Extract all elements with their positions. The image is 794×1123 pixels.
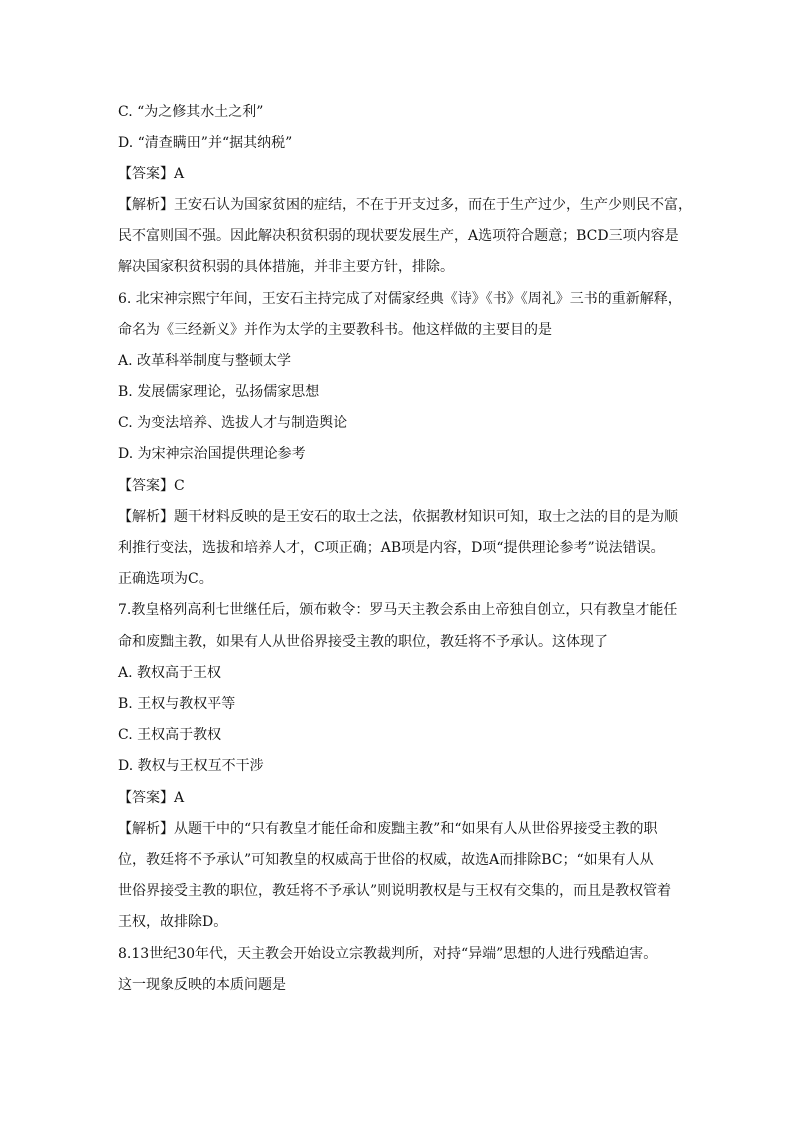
analysis-text: 民不富则国不强。因此解决积贫积弱的现状要发展生产，A选项符合题意；BCD三项内容是 bbox=[118, 228, 679, 244]
option-c: C. “为之修其水土之利” bbox=[118, 104, 264, 120]
analysis-text: 利推行变法，选拔和培养人才，C项正确；AB项是内容，D项“提供理论参考”说法错误。 bbox=[118, 540, 665, 556]
analysis-text: 王权，故排除D。 bbox=[118, 914, 228, 930]
answer-label: 【答案】C bbox=[118, 478, 185, 494]
analysis-text: 正确选项为C。 bbox=[118, 571, 213, 587]
option-d: D. 为宋神宗治国提供理论参考 bbox=[118, 446, 306, 462]
analysis-text: 解决国家积贫积弱的具体措施，并非主要方针，排除。 bbox=[118, 259, 454, 275]
question-text: 8.13世纪30年代，天主教会开始设立宗教裁判所，对持“异端”思想的人进行残酷迫害。 bbox=[118, 946, 658, 962]
question-text: 命和废黜主教，如果有人从世俗界接受主教的职位，教廷将不予承认。这体现了 bbox=[118, 634, 608, 650]
option-a: A. 改革科举制度与整顿太学 bbox=[118, 353, 292, 369]
answer-label: 【答案】A bbox=[118, 166, 185, 182]
option-c: C. 为变法培养、选拔人才与制造舆论 bbox=[118, 415, 348, 431]
analysis-text: 【解析】题干材料反映的是王安石的取士之法，依据教材知识可知，取士之法的目的是为顺 bbox=[118, 509, 678, 525]
option-d: D. “清查瞒田”并“据其纳税” bbox=[118, 135, 293, 151]
analysis-text: 世俗界接受主教的职位，教廷将不予承认”则说明教权是与王权有交集的，而且是教权管着 bbox=[118, 883, 672, 899]
analysis-text: 【解析】王安石认为国家贫困的症结，不在于开支过多，而在于生产过少，生产少则民不富， bbox=[118, 197, 692, 213]
answer-label: 【答案】A bbox=[118, 790, 185, 806]
option-b: B. 王权与教权平等 bbox=[118, 696, 236, 712]
question-text: 命名为《三经新义》并作为太学的主要教科书。他这样做的主要目的是 bbox=[118, 322, 552, 338]
option-b: B. 发展儒家理论，弘扬儒家思想 bbox=[118, 384, 320, 400]
option-d: D. 教权与王权互不干涉 bbox=[118, 758, 264, 774]
option-c: C. 王权高于教权 bbox=[118, 727, 222, 743]
question-text: 6. 北宋神宗熙宁年间，王安石主持完成了对儒家经典《诗》《书》《周礼》三书的重新解释， bbox=[118, 291, 682, 307]
question-text: 这一现象反映的本质问题是 bbox=[118, 977, 286, 993]
question-text: 7.教皇格列高利七世继任后，颁布敕令：罗马天主教会系由上帝独自创立，只有教皇才能任 bbox=[118, 602, 678, 618]
analysis-text: 【解析】从题干中的“只有教皇才能任命和废黜主教”和“如果有人从世俗界接受主教的职 bbox=[118, 821, 658, 837]
option-a: A. 教权高于王权 bbox=[118, 665, 222, 681]
analysis-text: 位，教廷将不予承认”可知教皇的权威高于世俗的权威，故选A而排除BC；“如果有人从 bbox=[118, 852, 654, 868]
